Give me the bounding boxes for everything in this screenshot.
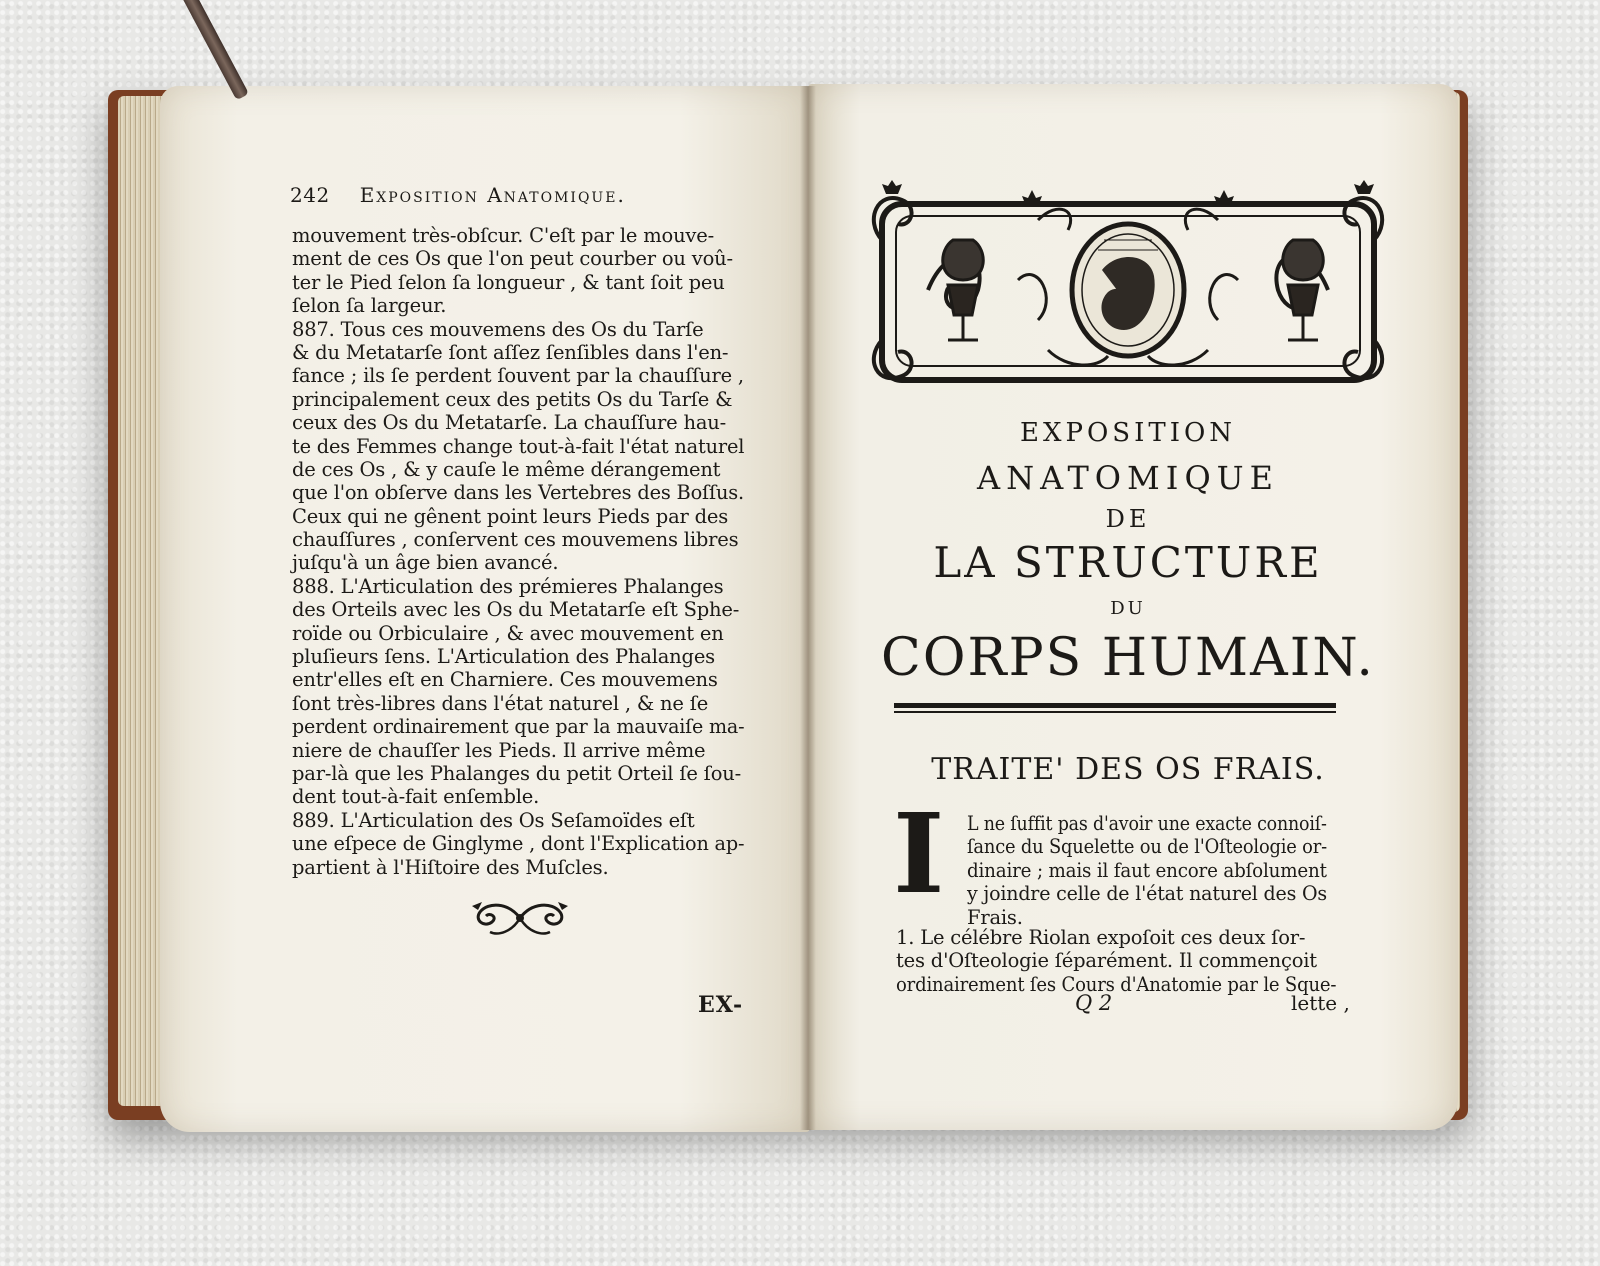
left-catchword: EX- xyxy=(698,992,744,1018)
text-line: ſont très-libres dans l'état naturel , & ne ſe xyxy=(292,691,709,715)
running-title: Exposition Anatomique. xyxy=(359,183,626,207)
signature-mark: Q 2 xyxy=(1075,991,1113,1015)
text-line: principalement ceux des petits Os du Tarſe & xyxy=(292,387,733,411)
text-line: L ne ſuffit pas d'avoir une exacte connoiſ- xyxy=(967,812,1327,835)
text-line: 888. L'Articulation des prémieres Phalanges xyxy=(292,574,724,598)
text-line: une eſpece de Ginglyme , dont l'Explication ap- xyxy=(292,832,745,856)
tailpiece-ornament xyxy=(468,898,572,938)
text-line: ter le Pied ſelon ſa longueur , & tant ſoit peu xyxy=(292,270,725,294)
text-line: 889. L'Articulation des Os Seſamoïdes eſt xyxy=(292,808,695,832)
page-number: 242 xyxy=(290,183,330,207)
left-page-text xyxy=(292,224,744,879)
text-line: 887. Tous ces mouvemens des Os du Tarſe xyxy=(292,317,704,341)
text-line: juſqu'à un âge bien avancé. xyxy=(292,551,559,575)
text-line: ſance du Squelette ou de l'Oſteologie or- xyxy=(967,835,1327,859)
text-line: chauſſures , conſervent ces mouvemens libres xyxy=(292,528,739,552)
text-line: de ces Os , & y cauſe le même dérangement xyxy=(292,457,721,481)
text-line: te des Femmes change tout-à-fait l'état naturel xyxy=(292,434,745,458)
running-head xyxy=(290,183,760,207)
text-line: entr'elles eſt en Charniere. Ces mouvemens xyxy=(292,668,718,692)
title-line-4: LA STRUCTURE xyxy=(933,538,1323,587)
section-title: TRAITE' DES OS FRAIS. xyxy=(931,752,1325,787)
text-line: fance ; ils ſe perdent ſouvent par la chauſſure , xyxy=(292,364,744,388)
title-line-6: CORPS HUMAIN. xyxy=(881,628,1375,688)
text-line: niere de chauſſer les Pieds. Il arrive même xyxy=(292,738,706,762)
text-line: dinaire ; mais il faut encore abſolument xyxy=(967,858,1327,882)
text-line: roïde ou Orbiculaire , & avec mouvement en xyxy=(292,621,724,645)
title-line-1: EXPOSITION xyxy=(1019,418,1237,448)
text-line: perdent ordinairement que par la mauvaiſe ma- xyxy=(292,715,745,739)
right-catchword: lette , xyxy=(1291,991,1350,1015)
text-line: par-là que les Phalanges du petit Orteil ſe ſou- xyxy=(292,761,741,785)
text-line: dent tout-à-fait enſemble. xyxy=(292,785,540,809)
text-line: que l'on obſerve dans les Vertebres des Boſſus. xyxy=(292,481,744,505)
text-line: 1. Le célébre Riolan expoſoit ces deux ſor- xyxy=(896,926,1306,949)
text-line: tes d'Oſteologie ſéparément. Il commençoit xyxy=(896,949,1317,973)
right-page-text-indented xyxy=(967,812,1327,929)
text-line: ment de ces Os que l'on peut courber ou voû- xyxy=(292,247,733,271)
right-page-text xyxy=(896,926,1336,996)
title-line-5: DU xyxy=(1110,598,1146,619)
text-line: partient à l'Hiſtoire des Muſcles. xyxy=(292,855,609,879)
title-line-2: ANATOMIQUE xyxy=(976,459,1279,497)
text-line: ſelon ſa largeur. xyxy=(292,294,447,318)
title-line-3: DE xyxy=(1105,505,1151,533)
double-rule xyxy=(894,703,1336,717)
text-line: y joindre celle de l'état naturel des Os xyxy=(967,882,1327,906)
text-line: Ceux qui ne gênent point leurs Pieds par des xyxy=(292,504,729,528)
text-line: mouvement très-obſcur. C'eſt par le mouve- xyxy=(292,224,714,247)
drop-cap: I xyxy=(893,789,945,918)
text-line: & du Metatarſe ſont aſſez ſenſibles dans l'en- xyxy=(292,340,729,364)
text-line: des Orteils avec les Os du Metatarſe eſt Sphe- xyxy=(292,598,740,622)
text-line: pluſieurs ſens. L'Articulation des Phalanges xyxy=(292,645,715,669)
text-line: ceux des Os du Metatarſe. La chauſſure hau- xyxy=(292,411,727,435)
headpiece-engraving xyxy=(868,180,1388,390)
text-line: ordinairement ſes Cours d'Anatomie par le Sque- xyxy=(896,972,1337,996)
book-gutter xyxy=(800,86,816,1130)
text-line: Frais. xyxy=(967,905,1023,929)
